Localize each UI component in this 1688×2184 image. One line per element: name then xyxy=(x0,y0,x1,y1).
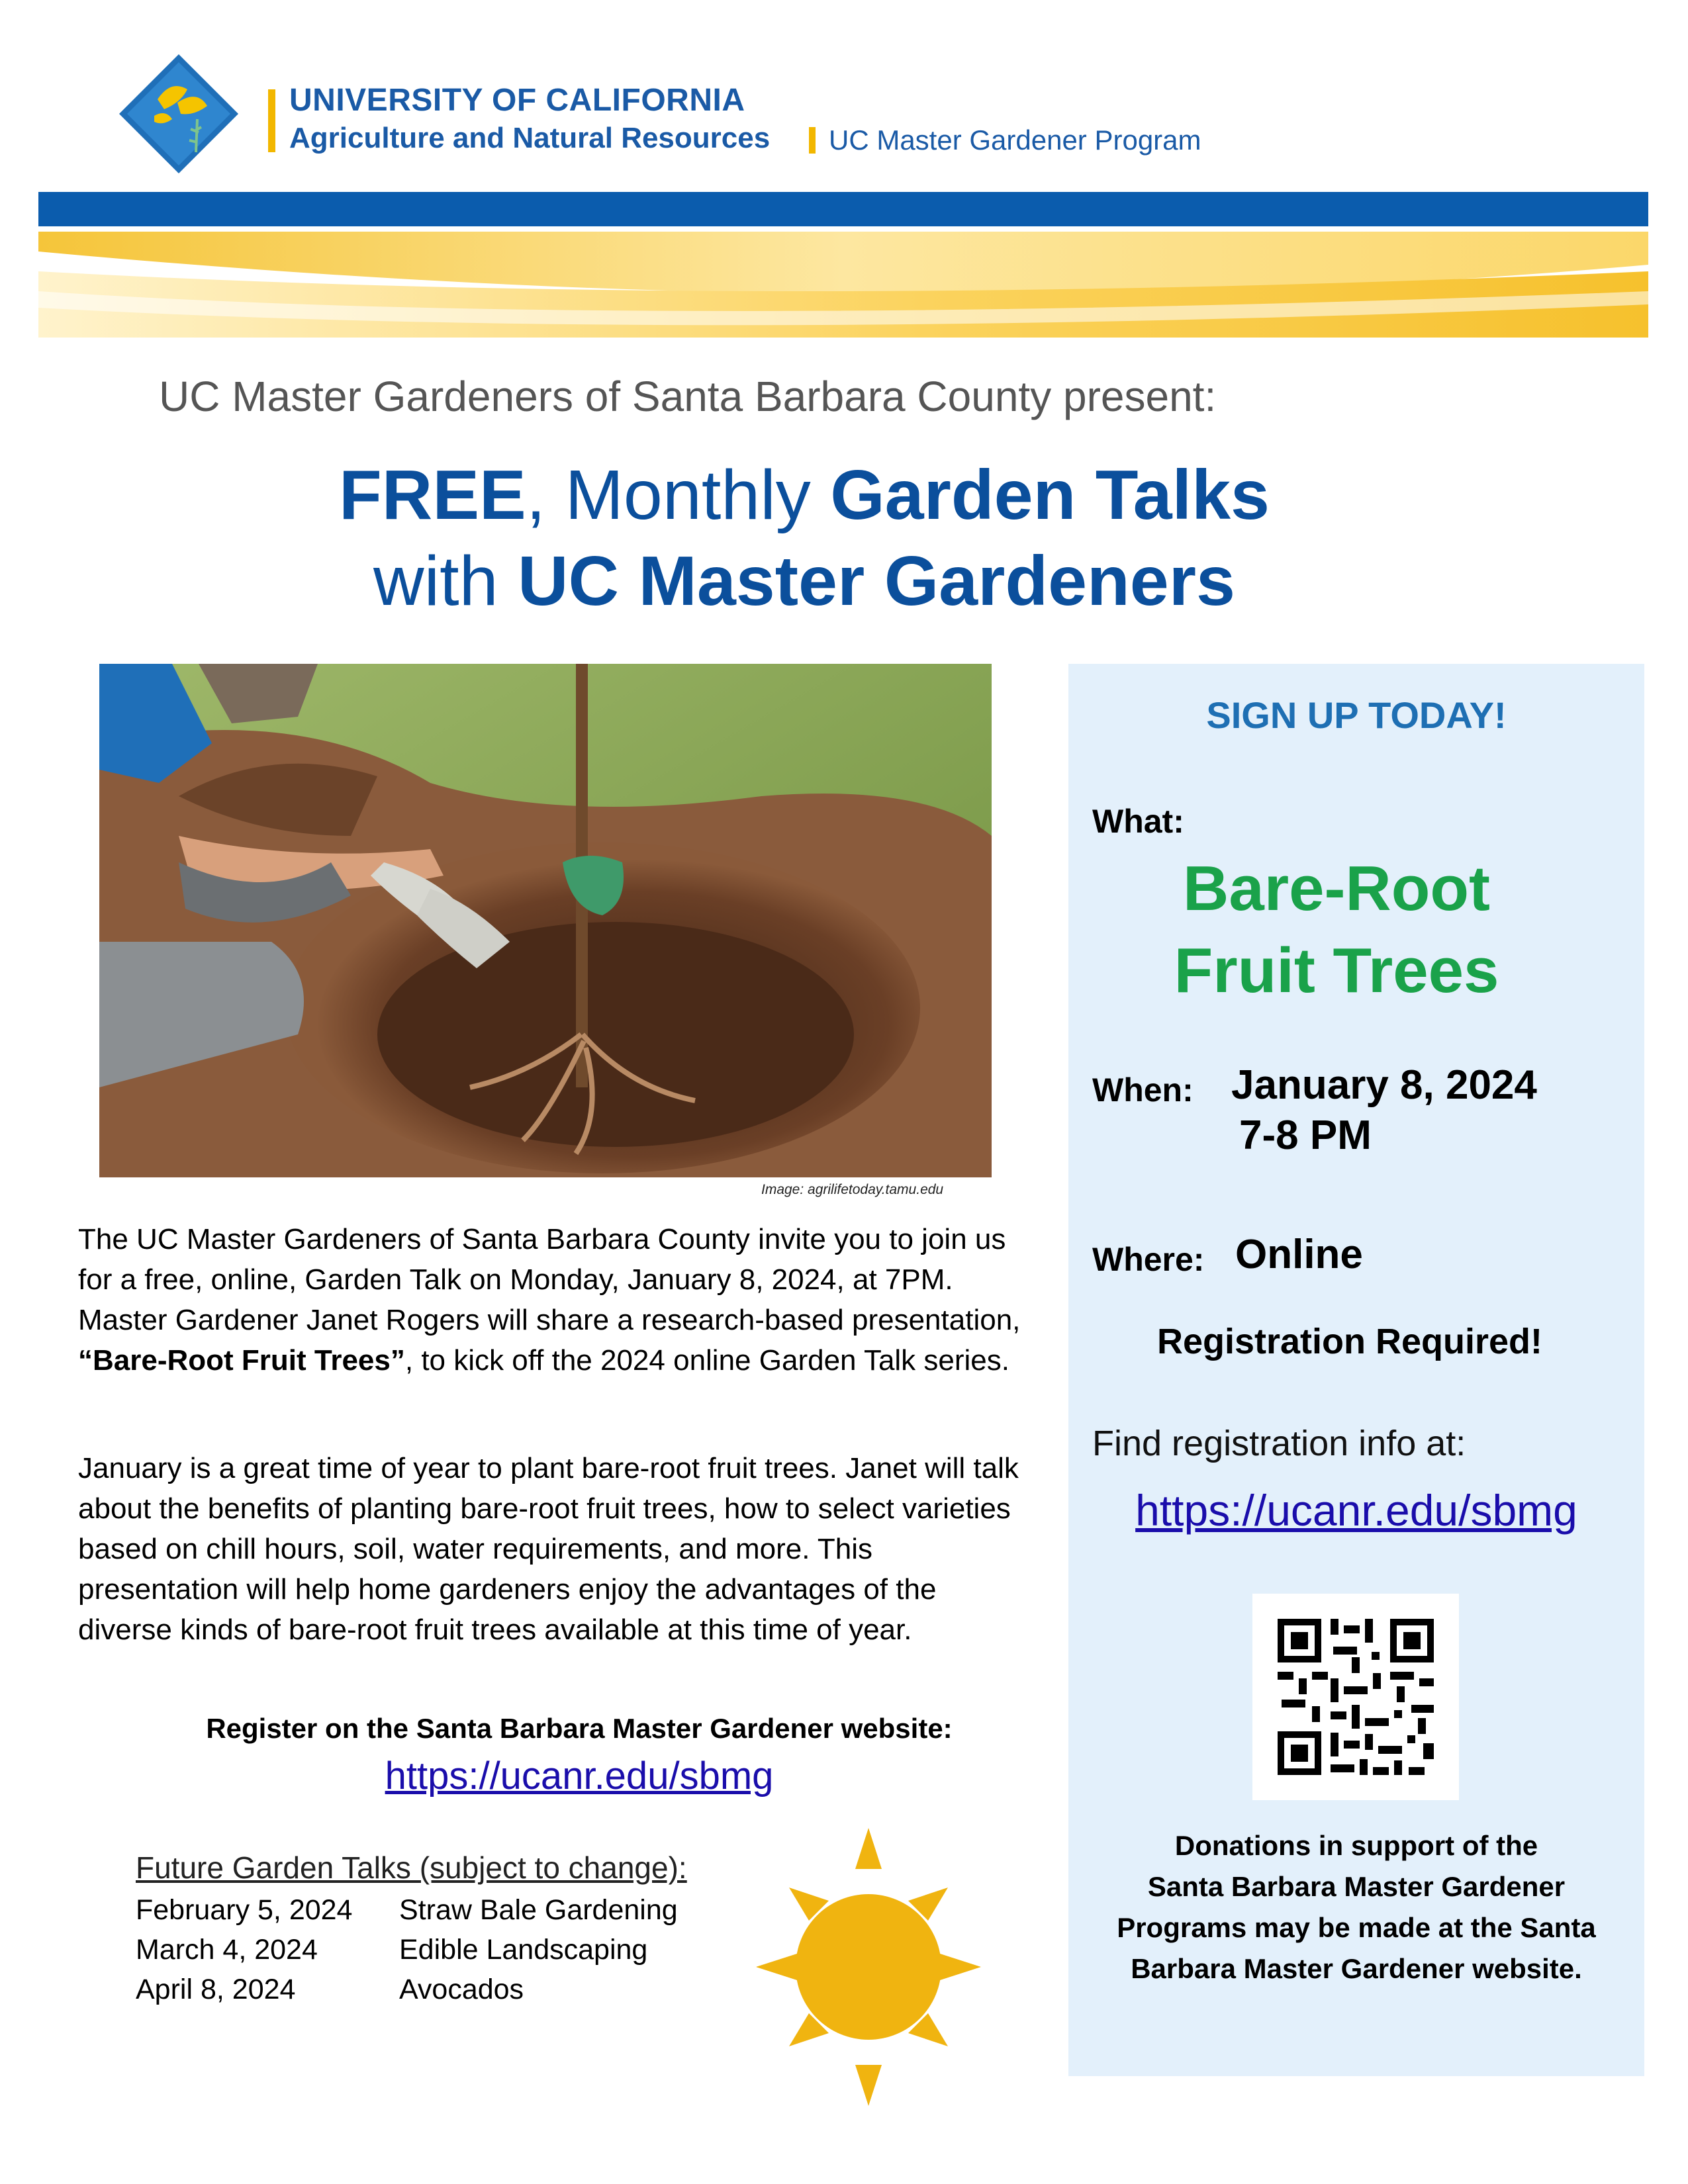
donations-line: Santa Barbara Master Gardener xyxy=(1147,1871,1566,1902)
topic-title-line-2: Fruit Trees xyxy=(1174,935,1499,1006)
intro-paragraph-end: , to kick off the 2024 online Garden Talk series. xyxy=(404,1344,1010,1377)
registration-required: Registration Required! xyxy=(1156,1322,1543,1361)
signup-heading: SIGN UP TODAY! xyxy=(1206,694,1507,736)
qr-code-icon[interactable] xyxy=(1252,1594,1459,1800)
uc-anr-logo xyxy=(118,53,240,175)
headline-monthly: , Monthly xyxy=(526,456,831,534)
headline-with: with xyxy=(373,542,518,620)
register-link[interactable]: https://ucanr.edu/sbmg xyxy=(385,1754,774,1797)
sidebar-registration-link[interactable]: https://ucanr.edu/sbmg xyxy=(1135,1486,1577,1535)
future-talk-date: March 4, 2024 xyxy=(136,1934,318,1966)
future-talk-topic: Straw Bale Gardening xyxy=(399,1894,678,1926)
future-talk-date: April 8, 2024 xyxy=(136,1974,296,2005)
headline-uc-master-gardeners: UC Master Gardeners xyxy=(517,542,1235,620)
future-talk-row xyxy=(136,1974,524,2006)
future-talks-title: Future Garden Talks (subject to change): xyxy=(136,1850,687,1885)
headline-garden-talks: Garden Talks xyxy=(830,456,1270,534)
talk-title-emphasis: “Bare-Root Fruit Trees” xyxy=(78,1344,405,1377)
header-banner xyxy=(38,192,1648,338)
donations-line: Donations in support of the xyxy=(1174,1830,1538,1861)
intro-paragraph-start: The UC Master Gardeners of Santa Barbara County invite you to join us for a free, online, Garden Talk on Monday, January 8, 2024, at 7PM. Master Gardener Janet Rogers will share a research-based presentation, xyxy=(78,1223,1021,1336)
donations-line: Barbara Master Gardener website. xyxy=(1131,1953,1582,1984)
future-talk-topic: Avocados xyxy=(399,1974,524,2005)
event-time: 7-8 PM xyxy=(1239,1113,1372,1158)
org-title: UNIVERSITY OF CALIFORNIA xyxy=(289,83,745,118)
topic-title-line-1: Bare-Root xyxy=(1182,853,1490,924)
register-label: Register on the Santa Barbara Master Gardener website: xyxy=(206,1713,953,1744)
headline-line-1 xyxy=(0,455,1648,535)
donations-line: Programs may be made at the Santa xyxy=(1117,1912,1596,1943)
where-label: Where: xyxy=(1092,1241,1205,1278)
future-talk-topic: Edible Landscaping xyxy=(399,1934,648,1966)
org-subtitle: Agriculture and Natural Resources xyxy=(289,122,771,154)
planting-photo xyxy=(99,664,992,1177)
program-name: UC Master Gardener Program xyxy=(829,124,1201,156)
find-info-label: Find registration info at: xyxy=(1092,1424,1466,1463)
sun-icon xyxy=(756,1828,981,2106)
event-location: Online xyxy=(1235,1232,1363,1277)
when-label: When: xyxy=(1092,1071,1194,1109)
donations-note xyxy=(1068,1825,1644,1989)
headline-line-2 xyxy=(0,541,1648,621)
program-accent-bar xyxy=(809,127,816,154)
intro-paragraph xyxy=(78,1219,1038,1381)
header-accent-bar xyxy=(268,89,275,152)
photo-credit: Image: agrilifetoday.tamu.edu xyxy=(761,1182,944,1197)
details-paragraph: January is a great time of year to plant bare-root fruit trees. Janet will talk about the benefits of planting bare-root fruit trees, how to select varieties based on chill hours, soil, water requirements, and more. This presentation will help home gardeners enjoy the advantages of the diverse kinds of bare-root fruit trees available at this time of year. xyxy=(78,1452,1019,1646)
presenter-line: UC Master Gardeners of Santa Barbara County present: xyxy=(159,373,1217,420)
future-talk-row xyxy=(136,1894,678,1927)
headline-free: FREE xyxy=(339,456,526,534)
event-date: January 8, 2024 xyxy=(1231,1062,1537,1108)
future-talk-row xyxy=(136,1934,647,1966)
what-label: What: xyxy=(1092,803,1184,840)
future-talk-date: February 5, 2024 xyxy=(136,1894,353,1926)
